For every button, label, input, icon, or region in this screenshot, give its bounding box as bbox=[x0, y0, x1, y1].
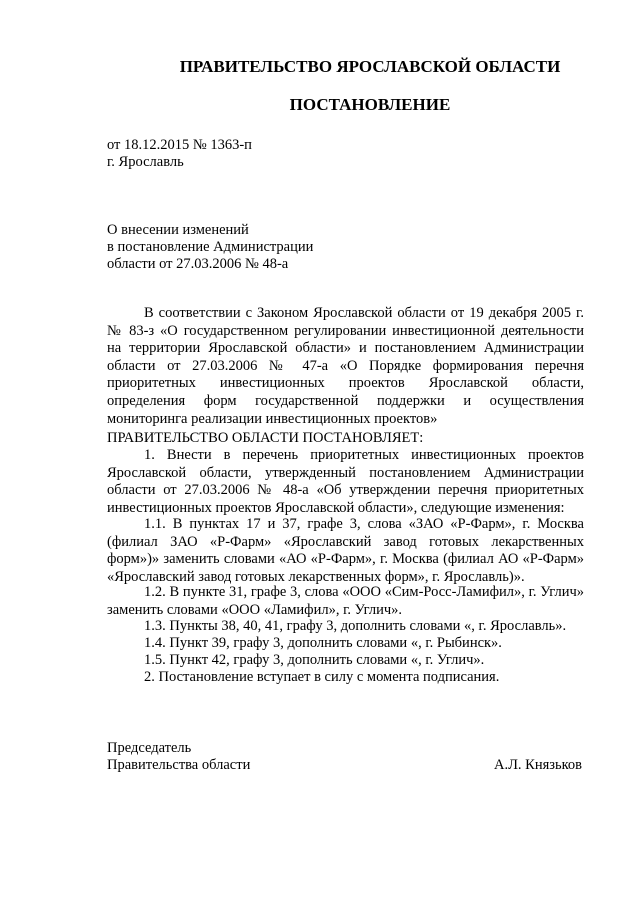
date-number: от 18.12.2015 № 1363-п bbox=[107, 137, 252, 153]
preamble-paragraph: В соответствии с Законом Ярославской области от 19 декабря 2005 г. № 83-з «О государственном регулировании инвестиционной деятельности на территории Ярославской области» и постановлением Администрации области от 27.03.2006 № 47-а «О Порядке формирования перечня приоритетных инвестиционных проектов Ярославской области, определения форм государственной поддержки и осуществления мониторинга реализации инвестиционных проектов» bbox=[107, 305, 584, 427]
item-1-1: 1.1. В пунктах 17 и 37, графе 3, слова «ЗАО «Р-Фарм», г. Москва (филиал ЗАО «Р-Фарм» «Ярославский завод готовых лекарственных форм»)» заменить словами «АО «Р-Фарм», г. Москва (филиал АО «Р-Фарм» «Ярославский завод готовых лекарственных форм», г. Ярославль)». bbox=[107, 516, 584, 585]
signatory-position-line-1: Председатель bbox=[107, 740, 192, 756]
item-2: 2. Постановление вступает в силу с момента подписания. bbox=[144, 669, 500, 685]
city: г. Ярославль bbox=[107, 154, 184, 170]
item-1: 1. Внести в перечень приоритетных инвестиционных проектов Ярославской области, утвержденный постановлением Администрации области от 27.03.2006 № 48-а «Об утверждении перечня приоритетных инвестиционных проектов Ярославской области», следующие изменения: bbox=[107, 447, 584, 516]
subject-line-1: О внесении изменений bbox=[107, 222, 249, 238]
item-1-4: 1.4. Пункт 39, графу 3, дополнить словами «, г. Рыбинск». bbox=[144, 635, 502, 651]
item-1-2: 1.2. В пункте 31, графе 3, слова «ООО «Сим-Росс-Ламифил», г. Углич» заменить словами «ООО «Ламифил», г. Углич». bbox=[107, 584, 584, 618]
item-1-5: 1.5. Пункт 42, графу 3, дополнить словами «, г. Углич». bbox=[144, 652, 485, 668]
signatory-position-line-2: Правительства области bbox=[107, 757, 251, 773]
document-type-heading: ПОСТАНОВЛЕНИЕ bbox=[289, 95, 451, 114]
subject-line-3: области от 27.03.2006 № 48-а bbox=[107, 256, 289, 272]
subject-line-2: в постановление Администрации bbox=[107, 239, 314, 255]
authority-heading: ПРАВИТЕЛЬСТВО ЯРОСЛАВСКОЙ ОБЛАСТИ bbox=[179, 57, 561, 76]
decree-line: ПРАВИТЕЛЬСТВО ОБЛАСТИ ПОСТАНОВЛЯЕТ: bbox=[107, 430, 424, 446]
item-1-3: 1.3. Пункты 38, 40, 41, графу 3, дополнить словами «, г. Ярославль». bbox=[144, 618, 567, 634]
signatory-name: А.Л. Князьков bbox=[494, 757, 583, 773]
